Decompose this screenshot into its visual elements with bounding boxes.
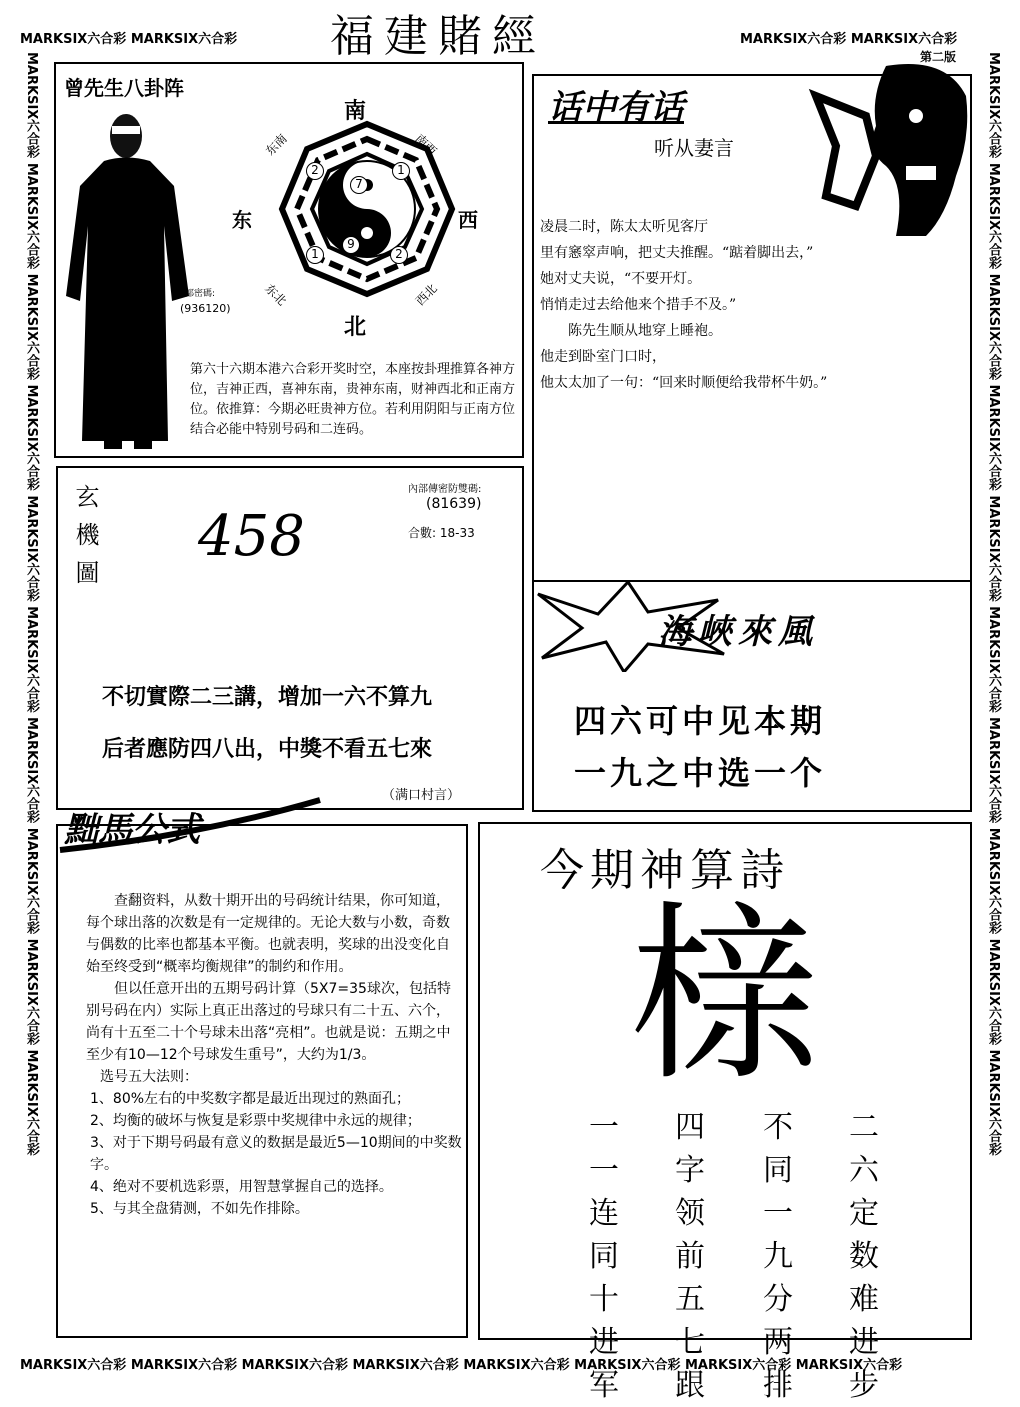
xuanji-line2: 后者應防四八出，中獎不看五七來 [102, 737, 433, 762]
story-panel [532, 74, 972, 582]
poem-column: 不同一九分两排 [763, 1110, 793, 1403]
page-title: 福建賭經 [330, 11, 546, 62]
bagua-number: 2 [306, 162, 324, 180]
haixia-panel [532, 580, 972, 812]
dir-west: 西 [458, 208, 478, 232]
dir-north: 北 [344, 315, 367, 340]
haixia-line1: 四六可中见本期 [574, 702, 827, 740]
dir-northeast: 东北 [262, 281, 290, 309]
poem-column: 二六定数难进步 [849, 1110, 879, 1403]
border-left: MARKSIX六合彩 MARKSIX六合彩 MARKSIX六合彩 MARKSIX六合彩 MARKSIX六合彩 MARKSIX六合彩 MARKSIX六合彩 MARKSIX六合彩 MARKSIX六合彩 MARKSIX六合彩 [24, 52, 39, 1156]
formula-rules-title: 选号五大法则： [100, 1069, 198, 1085]
story-line: 悄悄走过去给他来个措手不及。” [540, 297, 737, 313]
xuanji-panel [56, 466, 524, 810]
story-line: 里有窸窣声响，把丈夫推醒。“踮着脚出去，” [540, 245, 814, 261]
bagua-text: 第六十六期本港六合彩开奖时空，本座按卦理推算各神方位，吉神正西，喜神东南，贵神东南，财神西北和正南方位。依推算：今期必旺贵神方位。若利用阴阳与正南方位结合必能中特别号码和二连码。 [190, 362, 516, 437]
story-subtitle: 听从妻言 [654, 136, 734, 160]
bagua-number: 9 [342, 236, 360, 254]
haixia-line2: 一九之中选一个 [574, 754, 827, 792]
figure-silhouette [64, 106, 199, 451]
formula-rule: 5、与其全盘猜测，不如先作排除。 [90, 1201, 309, 1217]
haixia-heading: 海峽來風 [658, 612, 818, 652]
bagua-number: 1 [392, 162, 410, 180]
formula-paragraph: 查翻资料，从数十期开出的号码统计结果，你可知道，每个球出落的次数是有一定规律的。无论大数与小数，奇数与偶数的比率也都基本平衡。也就表明，奖球的出没变化自始至终受到“概率均衡规律”的制约和作用。 [86, 893, 450, 975]
edition-label: 第二版 [920, 50, 957, 64]
formula-rule: 3、对于下期号码最有意义的数据是最近5—10期间的中奖数字。 [90, 1135, 462, 1173]
poem-panel [478, 822, 972, 1403]
story-line: 她对丈夫说，“不要开灯。 [540, 271, 702, 287]
bagua-number: 2 [390, 246, 408, 264]
border-top-left: MARKSIX六合彩 MARKSIX六合彩 [20, 32, 238, 47]
xuanji-code: (81639) [426, 496, 482, 512]
xuanji-code-label: 內部傳密防雙碼: [408, 484, 482, 495]
poem-big-character: 榇 [630, 885, 821, 1106]
border-right: MARKSIX六合彩 MARKSIX六合彩 MARKSIX六合彩 MARKSIX六合彩 MARKSIX六合彩 MARKSIX六合彩 MARKSIX六合彩 MARKSIX六合彩 MARKSIX六合彩 MARKSIX六合彩 [986, 52, 1001, 1156]
dir-south: 南 [344, 99, 367, 124]
poem-column: 一一连同十进军 [589, 1110, 619, 1403]
formula-paragraph: 但以任意开出的五期号码计算（5X7=35球次，包括特别号码在内）实际上真正出落过的号球只有二十五、六个，尚有十五至二十个号球未出落“亮相”。也就是说：五期之中至少有10—12个号球发生重号”，大约为1/3。 [86, 981, 451, 1063]
bagua-number: 7 [350, 176, 368, 194]
border-bottom: MARKSIX六合彩 MARKSIX六合彩 MARKSIX六合彩 MARKSIX六合彩 MARKSIX六合彩 MARKSIX六合彩 MARKSIX六合彩 MARKSIX六合彩 [20, 1358, 903, 1373]
formula-heading: 黜馬公式 [64, 810, 200, 850]
border-top-right: MARKSIX六合彩 MARKSIX六合彩 [740, 32, 958, 47]
bagua-number: 1 [306, 246, 324, 264]
formula-rule: 2、均衡的破坏与恢复是彩票中奖规律中永远的规律； [90, 1113, 421, 1129]
story-heading: 话中有话 [548, 88, 684, 128]
bagua-code-label: 内部密碼: [176, 289, 216, 299]
formula-panel [56, 810, 468, 1338]
formula-rule: 1、80%左右的中奖数字都是最近出现过的熟面孔； [90, 1091, 411, 1107]
poem-column: 四字领前五七跟 [675, 1110, 705, 1403]
formula-rule: 4、绝对不要机选彩票，用智慧掌握自己的选择。 [90, 1179, 393, 1195]
formula-body [86, 890, 462, 1220]
bagua-panel [54, 62, 524, 458]
xuanji-source: （满口村言） [382, 788, 461, 803]
poem-heading: 今期神算詩 [540, 845, 790, 896]
dir-southwest: 南西 [412, 131, 440, 159]
bagua-title: 曾先生八卦阵 [64, 76, 184, 100]
story-body [540, 214, 960, 396]
dir-southeast: 东南 [262, 131, 290, 159]
xuanji-line1: 不切實際二三講，增加一六不算九 [102, 685, 433, 710]
story-line: 他走到卧室门口时， [540, 349, 666, 365]
dir-northwest: 西北 [412, 281, 440, 309]
story-line: 陈先生顺从地穿上睡袍。 [540, 323, 722, 339]
xuanji-label: 玄機圖 [71, 484, 99, 598]
xuanji-sum: 合數: 18-33 [408, 526, 475, 540]
story-line: 他太太加了一句：“回来时顺便给我带杯牛奶。” [540, 375, 828, 391]
story-line: 凌晨二时，陈太太听见客厅 [540, 219, 708, 235]
dir-east: 东 [232, 208, 252, 232]
handwritten-number: 458 [198, 504, 305, 569]
bagua-code: (936120) [180, 302, 231, 315]
